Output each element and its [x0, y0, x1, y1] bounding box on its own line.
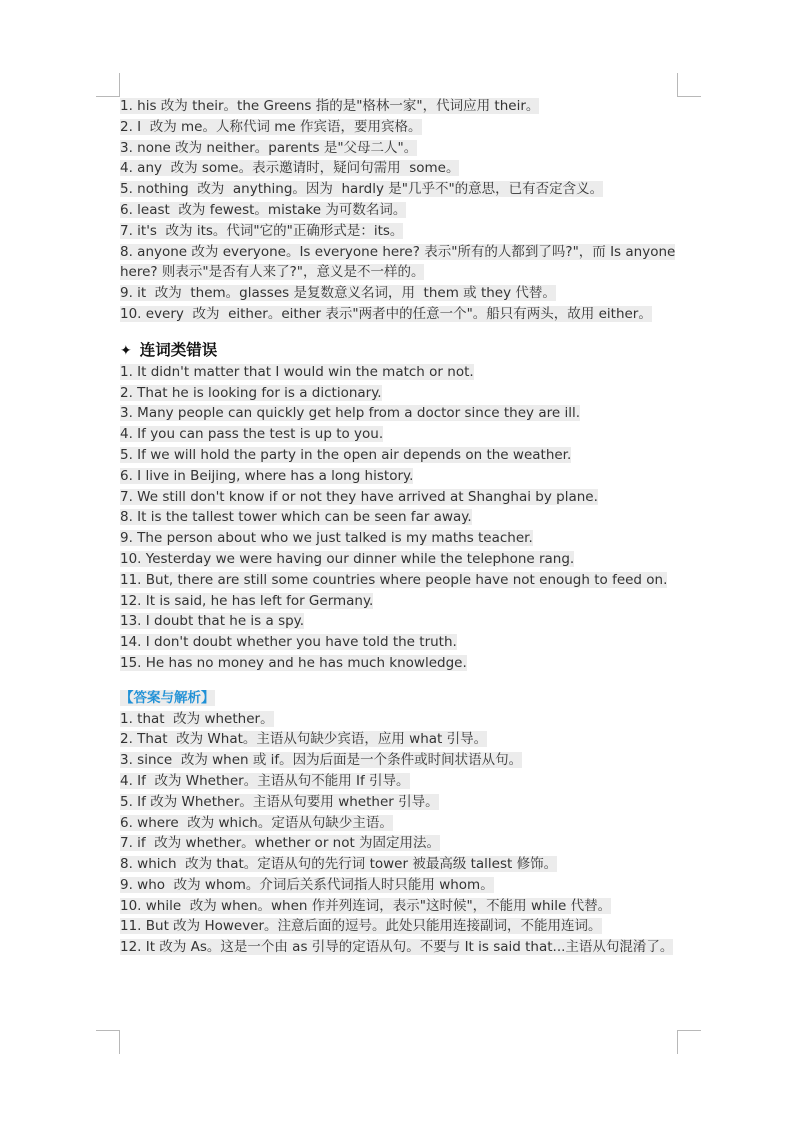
list-item: 11. But 改为 However。注意后面的逗号。此处只能用连接副词，不能用连词。	[120, 918, 602, 935]
list-item: 5. If 改为 Whether。主语从句要用 whether 引导。	[120, 793, 439, 810]
answer-list	[120, 709, 690, 959]
list-item: 11. But, there are still some countries where people have not enough to feed on.	[120, 571, 668, 588]
list-item: 13. I doubt that he is a spy.	[120, 613, 305, 630]
list-item: 15. He has no money and he has much knowledge.	[120, 654, 467, 671]
list-item: 3. none 改为 neither。parents 是"父母二人"。	[120, 139, 418, 156]
section-heading-conjunctions	[120, 339, 690, 362]
list-item: 3. since 改为 when 或 if。因为后面是一个条件或时间状语从句。	[120, 752, 523, 769]
crop-mark-bottom-right-h	[677, 1030, 701, 1031]
pronoun-answers-list	[120, 96, 690, 325]
crop-mark-bottom-left-v	[119, 1030, 120, 1054]
list-item: 9. who 改为 whom。介词后关系代词指人时只能用 whom。	[120, 876, 494, 893]
list-item: 1. It didn't matter that I would win the match or not.	[120, 363, 474, 380]
list-item: 4. If 改为 Whether。主语从句不能用 If 引导。	[120, 772, 410, 789]
list-item: 10. Yesterday we were having our dinner while the telephone rang.	[120, 550, 575, 567]
list-item: 4. If you can pass the test is up to you.	[120, 426, 384, 443]
star-icon: ✦	[120, 342, 132, 359]
list-item: 8. which 改为 that。定语从句的先行词 tower 被最高级 tallest 修饰。	[120, 856, 558, 873]
list-item: 2. I 改为 me。人称代词 me 作宾语，要用宾格。	[120, 118, 422, 135]
list-item: 5. nothing 改为 anything。因为 hardly 是"几乎不"的意思，已有否定含义。	[120, 181, 604, 198]
list-item: 8. It is the tallest tower which can be seen far away.	[120, 509, 472, 526]
list-item: 7. it's 改为 its。代词"它的"正确形式是：its。	[120, 222, 404, 239]
list-item: 3. Many people can quickly get help from a doctor since they are ill.	[120, 405, 580, 422]
list-item: 1. his 改为 their。the Greens 指的是"格林一家"，代词应用 their。	[120, 98, 540, 114]
list-item: 10. every 改为 either。either 表示"两者中的任意一个"。船只有两头，故用 either。	[120, 305, 652, 322]
list-item: 2. That he is looking for is a dictionary.	[120, 384, 382, 401]
crop-mark-top-left-v	[119, 73, 120, 97]
answer-heading: 【答案与解析】	[120, 689, 215, 706]
list-item: 10. while 改为 when。when 作并列连词，表示"这时候"，不能用 while 代替。	[120, 897, 612, 914]
list-item: 9. it 改为 them。glasses 是复数意义名词，用 them 或 they 代替。	[120, 285, 556, 302]
crop-mark-top-right-v	[677, 73, 678, 97]
list-item: 6. where 改为 which。定语从句缺少主语。	[120, 814, 393, 831]
list-item: 7. if 改为 whether。whether or not 为固定用法。	[120, 835, 441, 852]
list-item: 12. It is said, he has left for Germany.	[120, 592, 374, 609]
list-item: 8. anyone 改为 everyone。Is everyone here? 表示"所有的人都到了吗?"，而 Is anyone here? 则表示"是否有人来了?"，意义是不一样的。	[120, 243, 676, 281]
list-item: 12. It 改为 As。这是一个由 as 引导的定语从句。不要与 It is said that...主语从句混淆了。	[120, 939, 674, 956]
list-item: 1. that 改为 whether。	[120, 710, 274, 727]
list-item: 14. I don't doubt whether you have told the truth.	[120, 634, 457, 651]
conjunction-error-list	[120, 362, 690, 674]
list-item: 7. We still don't know if or not they have arrived at Shanghai by plane.	[120, 488, 598, 505]
section-title: 连词类错误	[139, 340, 218, 359]
list-item: 4. any 改为 some。表示邀请时，疑问句需用 some。	[120, 160, 460, 177]
list-item: 5. If we will hold the party in the open air depends on the weather.	[120, 446, 572, 463]
crop-mark-top-left-h	[96, 96, 120, 97]
list-item: 6. I live in Beijing, where has a long history.	[120, 467, 414, 484]
list-item: 2. That 改为 What。主语从句缺少宾语，应用 what 引导。	[120, 731, 488, 748]
document-body	[120, 96, 690, 958]
list-item: 9. The person about who we just talked is my maths teacher.	[120, 530, 533, 547]
crop-mark-bottom-left-h	[96, 1030, 120, 1031]
crop-mark-bottom-right-v	[677, 1030, 678, 1054]
list-item: 6. least 改为 fewest。mistake 为可数名词。	[120, 201, 407, 218]
